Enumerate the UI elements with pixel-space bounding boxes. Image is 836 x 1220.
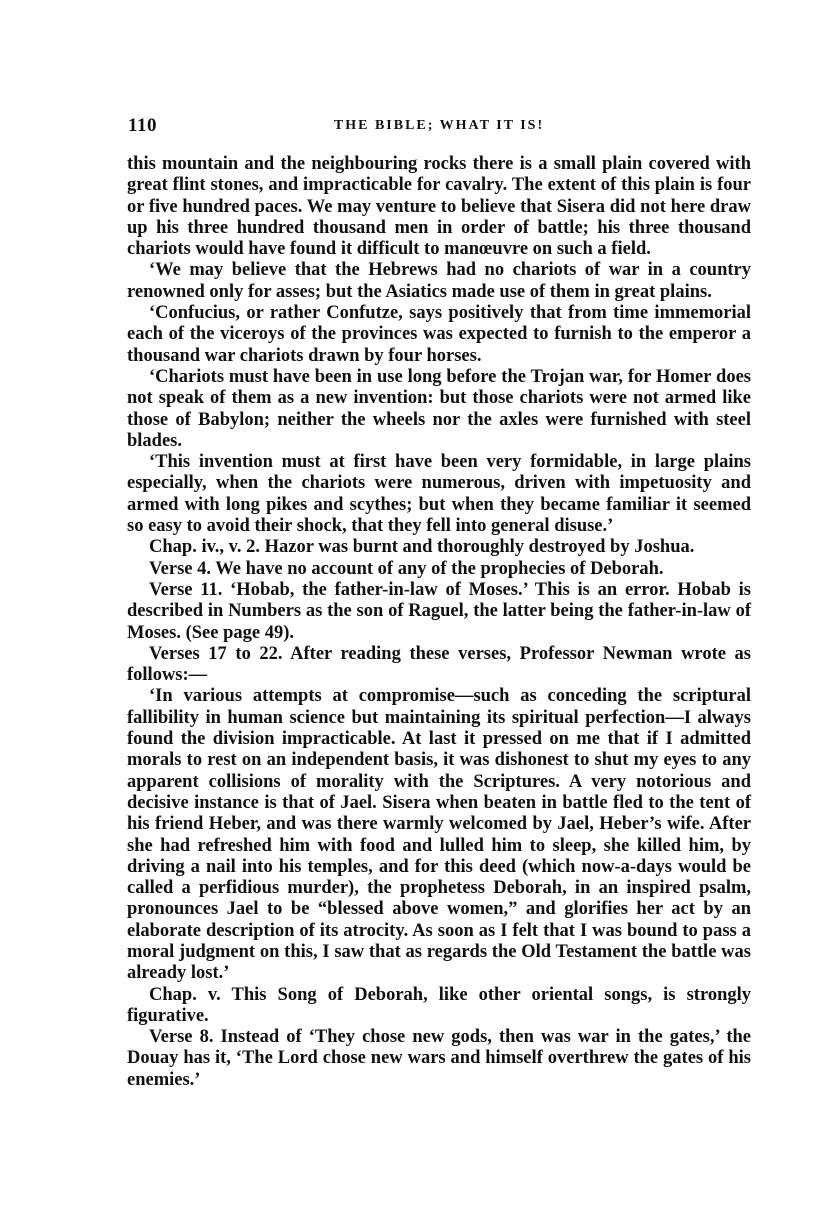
paragraph-chap-iv-v2: Chap. iv., v. 2. Hazor was burnt and thoroughly destroyed by Joshua. xyxy=(149,537,695,558)
paragraph-continuation: this mountain and the neighbouring rocks there is a small plain covered with great flint stones, and impracticable for cavalry. The extent of this plain is four or five hundred paces. We may venture to believe that Sisera did not here draw up his three hundred thousand men in order of battle; his three thousand chariots would have found it difficult to manœuvre on such a field. xyxy=(127,154,751,260)
body-text xyxy=(127,154,751,1091)
paragraph-verse-8: Verse 8. Instead of ‘They chose new gods, then was war in the gates,’ the Douay has it, ‘The Lord chose new wars and himself overthrew the gates of his enemies.’ xyxy=(127,1027,751,1090)
paragraph-confucius: ‘Confucius, or rather Confutze, says positively that from time immemorial each of the viceroys of the provinces was expected to furnish to the emperor a thousand war chariots drawn by four horses. xyxy=(127,303,751,366)
paragraph-chap-v: Chap. v. This Song of Deborah, like other oriental songs, is strongly figurative. xyxy=(127,984,751,1026)
paragraph-verses-17-22: Verses 17 to 22. After reading these verses, Professor Newman wrote as follows:— xyxy=(127,643,751,686)
paragraph-hebrews-chariots: ‘We may believe that the Hebrews had no chariots of war in a country renowned only for asses; but the Asiatics made use of them in great plains. xyxy=(127,260,751,302)
paragraph-verse-11: Verse 11. ‘Hobab, the father-in-law of Moses.’ This is an error. Hobab is described in Numbers as the son of Raguel, the latter being the father-in-law of Moses. (See page 49). xyxy=(127,579,751,643)
paragraph-invention: ‘This invention must at first have been very formidable, in large plains especially, when the chariots were numerous, driven with impetuosity and armed with long pikes and scythes; but when they became familiar it seemed so easy to avoid their shock, that they fell into general disuse.’ xyxy=(127,452,751,537)
paragraph-newman-quote: ‘In various attempts at compromise—such as conceding the scriptural fallibility in human science but maintaining its spiritual perfection—I always found the division impracticable. At last it pressed on me that if I admitted morals to rest on an independent basis, it was dishonest to shut my eyes to any apparent collisions of morality with the Scriptures. A very notorious and decisive instance is that of Jael. Sisera when beaten in battle fled to the tent of his friend Heber, and was there warmly welcomed by Jael, Heber’s wife. After she had refreshed him with food and lulled him to sleep, she killed him, by driving a nail into his temples, and for this deed (which now-a-days would be called a perfidious murder), the prophetess Deborah, in an inspired psalm, pronounces Jael to be “blessed above women,” and glorifies her act by an elaborate description of its atrocity. As soon as I felt that I was bound to pass a moral judgment on this, I saw that as regards the Old Testament the battle was already lost.’ xyxy=(127,686,751,984)
page-number: 110 xyxy=(128,115,157,136)
page-header xyxy=(128,115,750,139)
running-title: THE BIBLE; WHAT IT IS! xyxy=(333,118,545,133)
paragraph-verse-4: Verse 4. We have no account of any of the prophecies of Deborah. xyxy=(149,558,664,579)
paragraph-trojan-war: ‘Chariots must have been in use long before the Trojan war, for Homer does not speak of them as a new invention: but those chariots were not armed like those of Babylon; neither the wheels nor the axles were furnished with steel blades. xyxy=(127,366,751,451)
